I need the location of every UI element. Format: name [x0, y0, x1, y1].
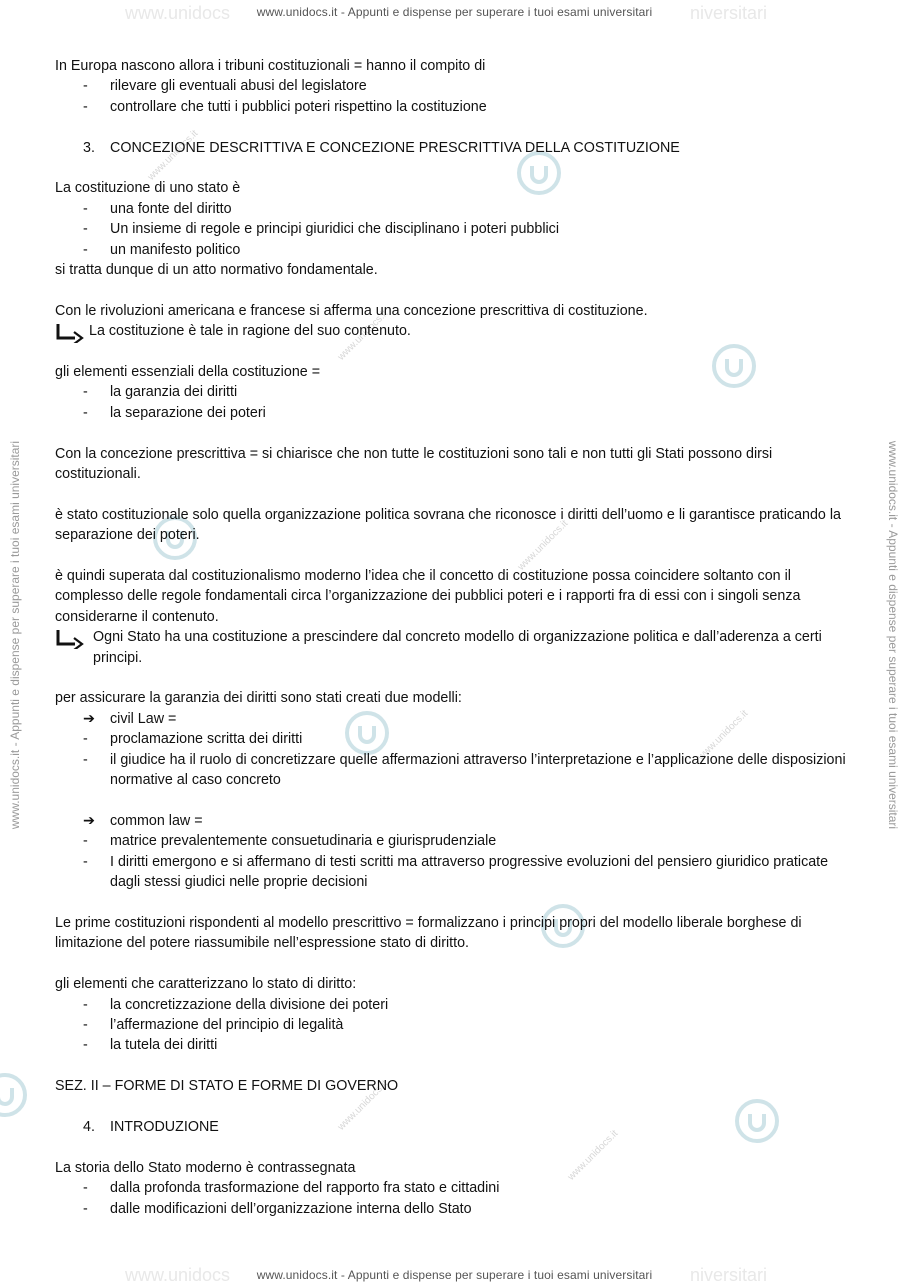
watermark-ghost-left: www.unidocs — [125, 1265, 231, 1285]
section-title: INTRODUZIONE — [110, 1118, 219, 1135]
list-item-text: I diritti emergono e si affermano di testi scritti ma attraverso progressive evoluzioni del pensiero giuridico praticate dagli stessi giudici nelle proprie decisioni — [110, 853, 829, 891]
list-item-text: controllare che tutti i pubblici poteri rispettino la costituzione — [110, 98, 487, 115]
list-item — [55, 1199, 855, 1219]
list-item — [55, 1178, 855, 1198]
dash-marker: - — [83, 221, 88, 238]
diagonal-watermark: www.unidocs.it — [695, 708, 751, 763]
list-item — [55, 403, 855, 423]
section-number: 4. — [83, 1118, 95, 1135]
list-item — [55, 1035, 855, 1055]
arrow-note-text: Ogni Stato ha una costituzione a prescindere dal concreto modello di organizzazione politica e dall’aderenza a certi principi. — [93, 629, 822, 666]
arrow-note — [55, 627, 855, 668]
dash-marker: - — [83, 384, 88, 401]
list-item — [55, 382, 855, 402]
list-item-text: la garanzia dei diritti — [110, 384, 238, 401]
dash-marker: - — [83, 1016, 88, 1033]
arrow-bullet-icon: ➔ — [83, 812, 95, 829]
list-item-text: matrice prevalentemente consuetudinaria e giurisprudenziale — [110, 833, 497, 850]
paragraph: è quindi superata dal costituzionalismo moderno l’idea che il concetto di costituzione possa coincidere soltanto con il complesso delle regole fondamentali circa l’organizzazione dei pubblici poteri e i rapporti fra di essi con i singoli senza considerarne il contenuto. — [55, 568, 801, 625]
list-item — [55, 76, 855, 96]
model-heading — [55, 811, 855, 831]
section-number: 3. — [83, 139, 95, 156]
model-heading — [55, 709, 855, 729]
corner-arrow-icon — [55, 323, 85, 343]
list-item-text: dalle modificazioni dell’organizzazione interna dello Stato — [110, 1200, 472, 1217]
list-item-text: Un insieme di regole e principi giuridici che disciplinano i poteri pubblici — [110, 221, 559, 238]
dash-marker: - — [83, 78, 88, 95]
dash-marker: - — [83, 833, 88, 850]
diagonal-watermark: www.unidocs.it — [145, 128, 201, 183]
list-item-text: la concretizzazione della divisione dei poteri — [110, 996, 389, 1013]
watermark-ghost-right: niversitari — [690, 3, 768, 23]
dash-marker: - — [83, 1180, 88, 1197]
list-item-text: il giudice ha il ruolo di concretizzare quelle affermazioni attraverso l’interpretazione e l’applicazione delle disposizioni normative al caso concreto — [110, 751, 846, 789]
side-watermark-left: www.unidocs.it - Appunti e dispense per superare i tuoi esami universitari — [8, 440, 22, 830]
dash-marker: - — [83, 731, 88, 748]
dash-marker: - — [83, 200, 88, 217]
list-item-text: la tutela dei diritti — [110, 1037, 218, 1054]
model-title: civil Law = — [110, 710, 177, 727]
list-item-text: proclamazione scritta dei diritti — [110, 731, 303, 748]
model-title: common law = — [110, 812, 203, 829]
dash-marker: - — [83, 1037, 88, 1054]
dash-marker: - — [83, 98, 88, 115]
list-item — [55, 199, 855, 219]
dash-marker: - — [83, 241, 88, 258]
arrow-note-text: La costituzione è tale in ragione del suo contenuto. — [89, 323, 411, 340]
document-body — [55, 56, 855, 1219]
paragraph: per assicurare la garanzia dei diritti sono stati creati due modelli: — [55, 690, 462, 707]
list-item — [55, 729, 855, 749]
dash-marker: - — [83, 853, 88, 870]
list-item — [55, 240, 855, 260]
paragraph: Le prime costituzioni rispondenti al modello prescrittivo = formalizzano i principi propri del modello liberale borghese di limitazione del potere riassumibile nell’espressione stato di diritto. — [55, 914, 802, 952]
diagonal-watermark: www.unidocs.it — [515, 518, 571, 573]
watermark-ghost-left: www.unidocs — [125, 3, 231, 23]
dash-marker: - — [83, 404, 88, 421]
list-item-text: l’affermazione del principio di legalità — [110, 1016, 344, 1033]
section-title: CONCEZIONE DESCRITTIVA E CONCEZIONE PRESCRITTIVA DELLA COSTITUZIONE — [110, 139, 680, 156]
paragraph: Con la concezione prescrittiva = si chiarisce che non tutte le costituzioni sono tali e non tutti gli Stati possono dirsi costituzionali. — [55, 445, 773, 483]
corner-arrow-icon — [55, 629, 85, 649]
dash-marker: - — [83, 1200, 88, 1217]
list-item — [55, 97, 855, 117]
paragraph: si tratta dunque di un atto normativo fondamentale. — [55, 262, 378, 279]
list-item-text: rilevare gli eventuali abusi del legislatore — [110, 78, 367, 95]
list-item — [55, 750, 855, 791]
arrow-bullet-icon: ➔ — [83, 710, 95, 727]
list-item — [55, 831, 855, 851]
dash-marker: - — [83, 751, 88, 768]
paragraph: In Europa nascono allora i tribuni costituzionali = hanno il compito di — [55, 58, 486, 74]
list-item — [55, 995, 855, 1015]
side-watermark-right: www.unidocs.it - Appunti e dispense per superare i tuoi esami universitari — [886, 440, 900, 830]
watermark-ghost-right: niversitari — [690, 1265, 768, 1285]
footer-watermark: www.unidocs.it - Appunti e dispense per superare i tuoi esami universitari — [256, 1268, 653, 1282]
paragraph: gli elementi essenziali della costituzione = — [55, 364, 321, 381]
paragraph: Con le rivoluzioni americana e francese si afferma una concezione prescrittiva di costituzione. — [55, 302, 648, 319]
list-item-text: una fonte del diritto — [110, 200, 232, 217]
list-item — [55, 219, 855, 239]
paragraph: gli elementi che caratterizzano lo stato di diritto: — [55, 976, 357, 993]
dash-marker: - — [83, 996, 88, 1013]
list-item — [55, 1015, 855, 1035]
section-heading — [55, 1117, 855, 1137]
list-item-text: la separazione dei poteri — [110, 404, 266, 421]
diagonal-watermark: www.unidocs.it — [335, 308, 391, 363]
section-heading — [55, 138, 855, 158]
list-item-text: un manifesto politico — [110, 241, 241, 258]
paragraph: è stato costituzionale solo quella organizzazione politica sovrana che riconosce i diritti dell’uomo e li garantisce praticando la separazione dei poteri. — [55, 506, 841, 544]
diagonal-watermark: www.unidocs.it — [565, 1128, 621, 1183]
section-group-title: SEZ. II – FORME DI STATO E FORME DI GOVERNO — [55, 1078, 399, 1095]
list-item-text: dalla profonda trasformazione del rapporto fra stato e cittadini — [110, 1180, 500, 1197]
diagonal-watermark: www.unidocs.it — [335, 1078, 391, 1133]
unidocs-logo-icon — [0, 1072, 28, 1118]
header-watermark: www.unidocs.it - Appunti e dispense per superare i tuoi esami universitari — [256, 5, 653, 19]
list-item — [55, 852, 855, 893]
paragraph: La costituzione di uno stato è — [55, 180, 241, 197]
paragraph: La storia dello Stato moderno è contrassegnata — [55, 1159, 356, 1176]
arrow-note — [55, 321, 855, 341]
